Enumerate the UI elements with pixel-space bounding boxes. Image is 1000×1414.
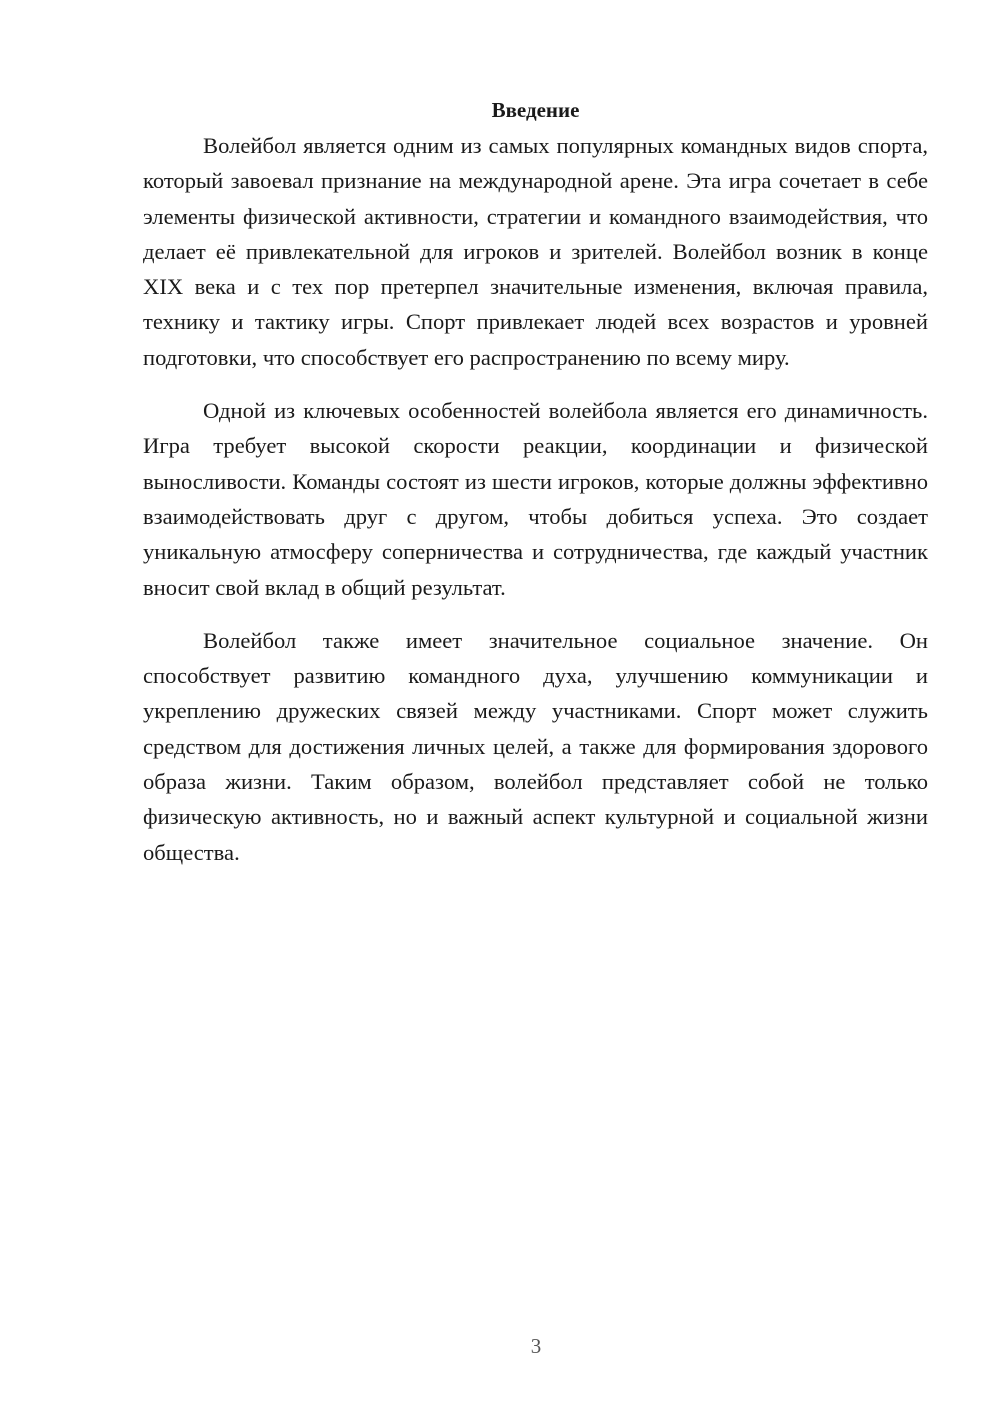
paragraph-2: Одной из ключевых особенностей волейбола является его динамичность. Игра требует высокой скорости реакции, координации и физической выносливости. Команды состоят из шести игроков, которые должны эффективно взаимодействовать друг с другом, чтобы добиться успеха. Это создает уникальную атмосферу соперничества и сотрудничества, где каждый участник вносит свой вклад в общий результат. [143, 398, 928, 600]
paragraph-1: Волейбол является одним из самых популярных командных видов спорта, который завоевал признание на международной арене. Эта игра сочетает в себе элементы физической активности, стратегии и командного взаимодействия, что делает её привлекательной для игроков и зрителей. Волейбол возник в конце XIX века и с тех пор претерпел значительные изменения, включая правила, технику и тактику игры. Спорт привлекает людей всех возрастов и уровней подготовки, что способствует его распространению по всему миру. [143, 133, 928, 370]
paragraph-3: Волейбол также имеет значительное социальное значение. Он способствует развитию командного духа, улучшению коммуникации и укреплению дружеских связей между участниками. Спорт может служить средством для достижения личных целей, а также для формирования здорового образа жизни. Таким образом, волейбол представляет собой не только физическую активность, но и важный аспект культурной и социальной жизни общества. [143, 627, 928, 865]
section-title: Введение [491, 98, 580, 122]
page-number: 3 [530, 1334, 542, 1358]
page-content [143, 93, 928, 888]
